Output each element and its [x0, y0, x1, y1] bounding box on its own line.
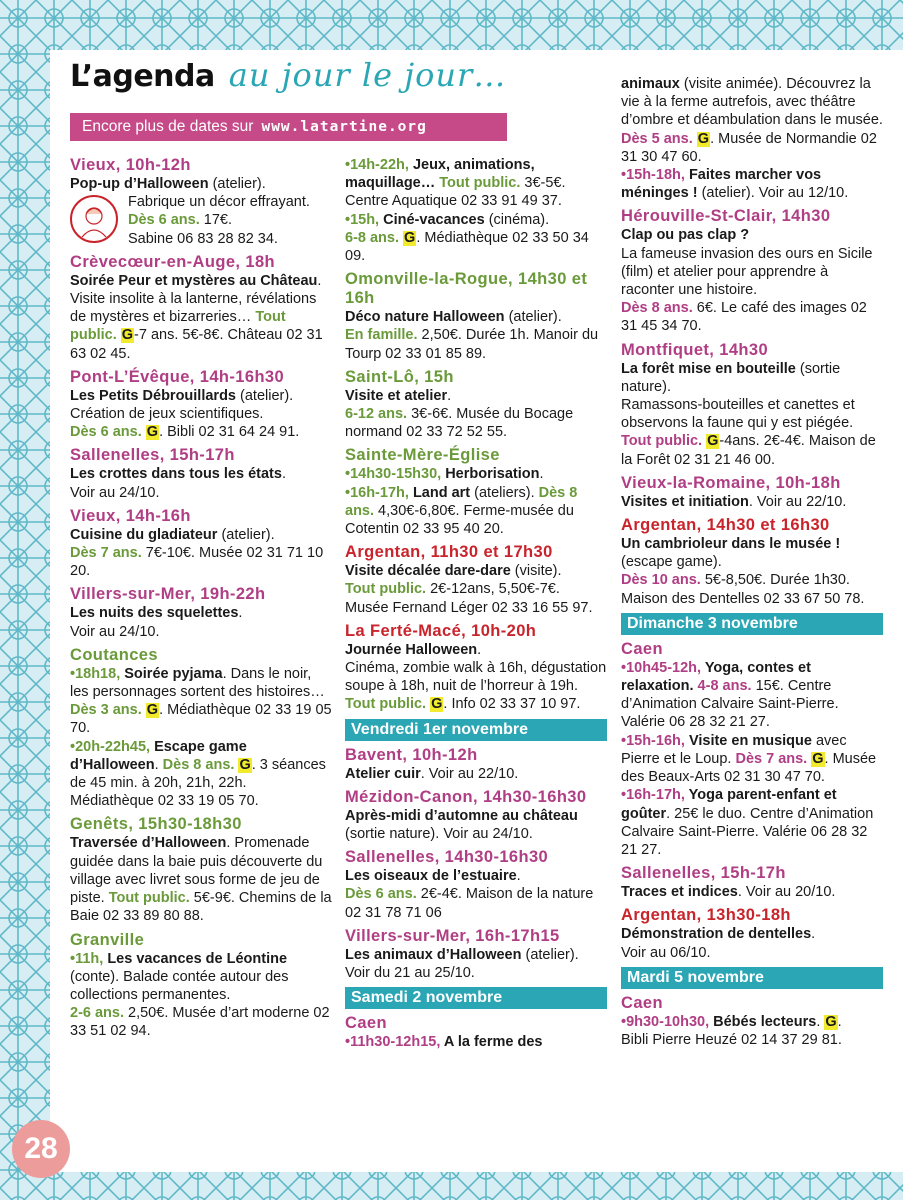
- event-heading: Sallenelles, 15h-17h: [70, 446, 235, 465]
- agenda-column-2: [345, 156, 607, 1052]
- event-heading: Vieux, 14h-16h: [70, 506, 191, 525]
- event-entry: Visite et atelier. 6-12 ans. 3€-6€. Musée du Bocage normand 02 33 72 52 55.: [345, 387, 574, 441]
- event-entry: Traces et indices. Voir au 20/10.: [621, 884, 836, 901]
- gratuit-badge: G: [121, 327, 134, 344]
- event-entry: Atelier cuir. Voir au 22/10.: [345, 765, 519, 782]
- event-entry: •18h18, Soirée pyjama. Dans le noir, les personnages sortent des histoires… Dès 3 ans. G. Médiathèque 02 33 19 05 70.: [70, 665, 332, 737]
- event-heading: Montfiquet, 14h30: [621, 340, 769, 359]
- gratuit-badge: G: [431, 696, 443, 713]
- event-entry: •16h-17h, Yoga parent-enfant et goûter. 25€ le duo. Centre d’Animation Calvaire Saint-Pierre. Valérie 06 28 32 21 27.: [621, 787, 874, 858]
- page-header: [70, 56, 506, 112]
- event-entry: •15h-16h, Visite en musique avec Pierre et le Loup. Dès 7 ans. G. Musée des Beaux-Arts 02 31 30 47 70.: [621, 732, 877, 786]
- event-heading: Villers-sur-Mer, 16h-17h15: [345, 926, 560, 945]
- agenda-column-1: [70, 156, 332, 1041]
- event-entry: •9h30-10h30, Bébés lecteurs. G. Bibli Pierre Heuzé 02 14 37 29 81.: [621, 1013, 842, 1048]
- gratuit-badge: G: [239, 756, 251, 773]
- event-heading: Villers-sur-Mer, 19h-22h: [70, 585, 266, 604]
- event-heading: Caen: [621, 993, 663, 1012]
- event-heading: Sainte-Mère-Église: [345, 446, 500, 465]
- event-entry: Les Petits Débrouillards (atelier). Création de jeux scientifiques. Dès 6 ans. G. Bibli 02 31 64 24 91.: [70, 387, 300, 441]
- event-entry: Fabrique un décor effrayant. Dès 6 ans. 17€. Sabine 06 83 28 82 34.: [70, 193, 332, 248]
- page-number: 28: [12, 1120, 70, 1178]
- gratuit-badge: G: [404, 229, 416, 246]
- event-heading: Sallenelles, 15h-17h: [621, 864, 786, 883]
- page-title: L’agenda: [70, 59, 215, 94]
- event-heading: Vieux, 10h-12h: [70, 156, 191, 174]
- event-entry: Les oiseaux de l’estuaire. Dès 6 ans. 2€-4€. Maison de la nature 02 31 78 71 06: [345, 868, 594, 921]
- event-entry: •15h, Ciné-vacances (cinéma). 6-8 ans. G. Médiathèque 02 33 50 34 09.: [345, 211, 589, 265]
- event-heading: Omonville-la-Rogue, 14h30 et 16h: [345, 270, 588, 308]
- event-entry: Pop-up d’Halloween (atelier).: [70, 176, 266, 192]
- event-entry: •14h-22h, Jeux, animations, maquillage… Tout public. 3€-5€. Centre Aquatique 02 33 91 49 37.: [345, 157, 566, 210]
- event-entry: •11h, Les vacances de Léontine (conte). Balade contée autour des collections permanentes. 2-6 ans. 2,50€. Musée d’art moderne 02 33 51 02 94.: [70, 950, 330, 1040]
- banner-text: Encore plus de dates sur: [82, 118, 254, 135]
- gratuit-badge: G: [825, 1013, 837, 1030]
- gratuit-badge: G: [812, 750, 824, 767]
- event-heading: Caen: [345, 1014, 387, 1033]
- gratuit-badge: G: [146, 702, 159, 719]
- event-heading: Argentan, 14h30 et 16h30: [621, 516, 830, 535]
- event-entry: Démonstration de dentelles. Voir au 06/10.: [621, 926, 816, 961]
- event-heading: Argentan, 11h30 et 17h30: [345, 543, 553, 562]
- website-banner[interactable]: [70, 113, 507, 141]
- event-entry: Les crottes dans tous les états. Voir au 24/10.: [70, 466, 286, 501]
- event-heading: Pont-L’Évêque, 14h-16h30: [70, 367, 285, 386]
- page-subtitle: au jour le jour…: [228, 56, 507, 94]
- event-heading: Crèvecœur-en-Auge, 18h: [70, 252, 276, 271]
- banner-url-link[interactable]: www.latartine.org: [261, 119, 427, 135]
- event-entry: Journée Halloween. Cinéma, zombie walk à 16h, dégustation soupe à 18h, nuit de l’horreur à 19h. Tout public. G. Info 02 33 37 10 97.: [345, 641, 607, 713]
- event-heading: Coutances: [70, 645, 158, 664]
- event-entry: Cuisine du gladiateur (atelier). Dès 7 ans. 7€-10€. Musée 02 31 71 10 20.: [70, 526, 324, 580]
- event-entry: animaux (visite animée). Découvrez la vie à la ferme autrefois, avec théâtre d’ombre et déambulation dans le musée. Dès 5 ans. G. Musée de Normandie 02 31 30 47 60.: [621, 76, 883, 165]
- event-heading: Bavent, 10h-12h: [345, 745, 478, 764]
- event-heading: La Ferté-Macé, 10h-20h: [345, 621, 537, 640]
- gratuit-badge: G: [146, 424, 159, 441]
- event-heading: Hérouville-St-Clair, 14h30: [621, 207, 831, 226]
- event-entry: Clap ou pas clap ? La fameuse invasion des ours en Sicile (film) et atelier pour apprendre à raconter une histoire. Dès 8 ans. 6€. Le café des images 02 31 45 34 70.: [621, 227, 873, 335]
- gratuit-badge: G: [697, 130, 710, 147]
- event-entry: Visites et initiation. Voir au 22/10.: [621, 493, 847, 510]
- event-entry: Un cambrioleur dans le musée ! (escape game). Dès 10 ans. 5€-8,50€. Durée 1h30. Maison des Dentelles 02 33 67 50 78.: [621, 536, 865, 607]
- event-entry: •14h30-15h30, Herborisation.: [345, 466, 544, 483]
- event-entry: Les nuits des squelettes. Voir au 24/10.: [70, 605, 243, 640]
- day-header: Dimanche 3 novembre: [621, 613, 883, 635]
- event-entry: Les animaux d’Halloween (atelier). Voir du 21 au 25/10.: [345, 946, 579, 982]
- event-entry: •11h30-12h15, A la ferme des: [345, 1034, 543, 1051]
- event-heading: Sallenelles, 14h30-16h30: [345, 848, 549, 867]
- day-header: Samedi 2 novembre: [345, 987, 607, 1009]
- gratuit-badge: G: [707, 433, 719, 450]
- event-heading: Argentan, 13h30-18h: [621, 906, 791, 925]
- event-entry: La forêt mise en bouteille (sortie nature). Ramassons-bouteilles et canettes et observons la faune qui y est piégée. Tout public. G-4ans. 2€-4€. Maison de la Forêt 02 31 21 46 00.: [621, 360, 876, 468]
- event-entry: Traversée d’Halloween. Promenade guidée dans la baie puis découverte du village avec livret sous forme de jeu de piste. Tout public. 5€-9€. Chemins de la Baie 02 33 89 80 88.: [70, 835, 332, 925]
- event-entry: •16h-17h, Land art (ateliers). Dès 8 ans. 4,30€-6,80€. Ferme-musée du Cotentin 02 33 95 40 20.: [345, 484, 578, 538]
- illustration-girl-avatar: [70, 195, 118, 243]
- event-entry: •15h-18h, Faites marcher vos méninges ! (atelier). Voir au 12/10.: [621, 167, 849, 202]
- event-heading: Saint-Lô, 15h: [345, 367, 454, 386]
- event-heading: Caen: [621, 639, 663, 658]
- event-heading: Genêts, 15h30-18h30: [70, 815, 242, 834]
- event-heading: Granville: [70, 930, 145, 949]
- event-entry: Déco nature Halloween (atelier). En famille. 2,50€. Durée 1h. Manoir du Tourp 02 33 01 85 89.: [345, 309, 599, 362]
- event-entry: Après-midi d’automne au château (sortie nature). Voir au 24/10.: [345, 807, 578, 843]
- event-heading: Vieux-la-Romaine, 10h-18h: [621, 473, 841, 492]
- day-header: Mardi 5 novembre: [621, 967, 883, 989]
- event-entry: Visite décalée dare-dare (visite). Tout public. 2€-12ans, 5,50€-7€. Musée Fernand Léger 02 33 16 55 97.: [345, 563, 593, 616]
- event-entry: •20h-22h45, Escape game d’Halloween. Dès 8 ans. G. 3 séances de 45 min. à 20h, 21h, 22h. Médiathèque 02 33 19 05 70.: [70, 738, 326, 810]
- agenda-column-3: [621, 75, 883, 1049]
- day-header: Vendredi 1er novembre: [345, 719, 607, 741]
- event-heading: Mézidon-Canon, 14h30-16h30: [345, 787, 587, 806]
- event-entry: Soirée Peur et mystères au Château. Visite insolite à la lanterne, révélations de mystères et bizarreries… Tout public. G-7 ans. 5€-8€. Château 02 31 63 02 45.: [70, 272, 323, 362]
- event-entry: •10h45-12h, Yoga, contes et relaxation. 4-8 ans. 15€. Centre d’Animation Calvaire Saint-Pierre. Valérie 06 28 32 21 27.: [621, 659, 839, 731]
